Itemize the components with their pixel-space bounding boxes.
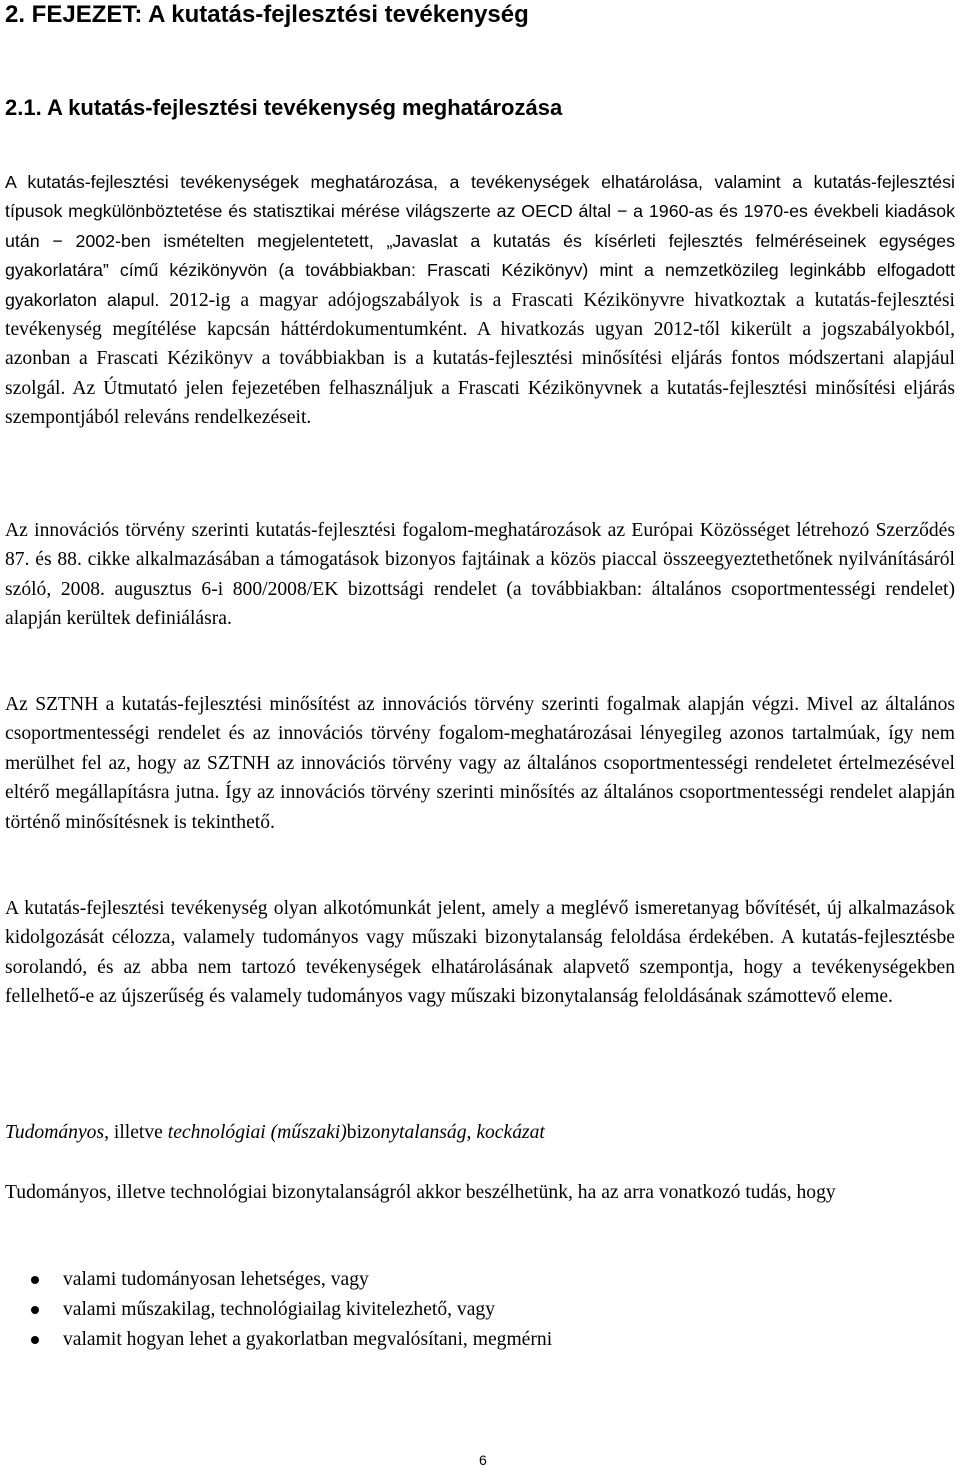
paragraph-rnd-activity: A kutatás-fejlesztési tevékenység olyan alkotómunkát jelent, amely a meglévő ismeretanyag bővítését, új alkalmazások kidolgozását célozza, valamely tudományos vagy műszaki bizonytalanság feloldása érdekében. A kutatás-fejlesztésbe sorolandó, és az abba nem tartozó tevékenységek elhatárolásának alapvető szempontja, hogy a tevékenységekben fellelhető-e az újszerűség és valamely tudományos vagy műszaki bizonytalanság feloldásának számottevő eleme. [5, 898, 955, 1008]
list-item [5, 1295, 552, 1325]
subheading-normal-2: bizo [346, 1122, 381, 1143]
subheading-italic-1: Tudományos [5, 1122, 105, 1143]
chapter-title: 2. FEJEZET: A kutatás-fejlesztési tevékenység [5, 1, 529, 28]
paragraph-oecd-definition [5, 168, 955, 433]
paragraph-uncertainty-definition: Tudományos, illetve technológiai bizonytalanságról akkor beszélhetünk, ha az arra vonatkozó tudás, hogy [5, 1182, 836, 1203]
paragraph-sztnh: Az SZTNH a kutatás-fejlesztési minősítést az innovációs törvény szerinti fogalmak alapján végzi. Mivel az általános csoportmentességi rendelet és az innovációs törvény fogalom-meghatározásai lényegileg azonos tartalmúak, így nem merülhet fel az, hogy az SZTNH az innovációs törvény vagy az általános csoportmentességi rendeletet értelmezésével eltérő megállapításra jutna. Így az innovációs törvény szerinti minősítés az általános csoportmentességi rendelet alapján történő minősítésnek is tekinthető. [5, 694, 955, 833]
paragraph-innovation-law: Az innovációs törvény szerinti kutatás-fejlesztési fogalom-meghatározások az Európai Közösséget létrehozó Szerződés 87. és 88. cikke alkalmazásában a támogatások bizonyos fajtáinak a közös piaccal összeegyeztethetőnek nyilvánításáról szóló, 2008. augusztus 6-i 800/2008/EK bizottsági rendelet (a továbbiakban: általános csoportmentességi rendelet) alapján kerültek definiálásra. [5, 520, 955, 630]
bullet-icon [31, 1306, 39, 1314]
subheading-italic-3: nytalanság, kockázat [380, 1122, 545, 1143]
uncertainty-list [5, 1265, 552, 1355]
list-item [5, 1325, 552, 1355]
document-page [5, 0, 955, 1468]
list-item-text: valamit hogyan lehet a gyakorlatban megvalósítani, megmérni [63, 1329, 553, 1350]
list-item-text: valami műszakilag, technológiailag kivitelezhető, vagy [63, 1299, 496, 1320]
list-item [5, 1265, 552, 1295]
bullet-icon [31, 1336, 39, 1344]
subheading-normal-1: , illetve [104, 1122, 168, 1143]
bullet-icon [31, 1276, 39, 1284]
paragraph-oecd-definition-part2: 2012-ig a magyar adójogszabályok is a Frascati Kézikönyvre hivatkoztak a kutatás-fejlesztési tevékenység megítélése kapcsán háttérdokumentumként. A hivatkozás ugyan 2012-től kikerült a jogszabályokból, azonban a Frascati Kézikönyv a továbbiakban is a kutatás-fejlesztési minősítési eljárás fontos módszertani alapjául szolgál. Az Útmutató jelen fejezetében felhasználjuk a Frascati Kézikönyvnek a kutatás-fejlesztési minősítési eljárás szempontjából releváns rendelkezéseit. [5, 289, 955, 429]
list-item-text: valami tudományosan lehetséges, vagy [63, 1269, 369, 1290]
subheading-uncertainty [5, 1118, 955, 1147]
subheading-italic-2: technológiai (műszaki) [167, 1122, 347, 1143]
page-number: 6 [479, 1452, 487, 1468]
paragraph-oecd-definition-part1: A kutatás-fejlesztési tevékenységek meghatározása, a tevékenységek elhatárolása, valamint a kutatás-fejlesztési típusok megkülönböztetése és statisztikai mérése világszerte az OECD által − a 1960-as és 1970-es évekbeli kiadások után − 2002-ben ismételten megjelentetett, „Javaslat a kutatás és kísérleti fejlesztés felméréseinek egységes gyakorlatára” című kézikönyvön (a továbbiakban: Frascati Kézikönyv) mint a nemzetközileg leginkább elfogadott gyakorlaton alapul. [5, 172, 955, 310]
section-title: 2.1. A kutatás-fejlesztési tevékenység meghatározása [5, 95, 563, 120]
